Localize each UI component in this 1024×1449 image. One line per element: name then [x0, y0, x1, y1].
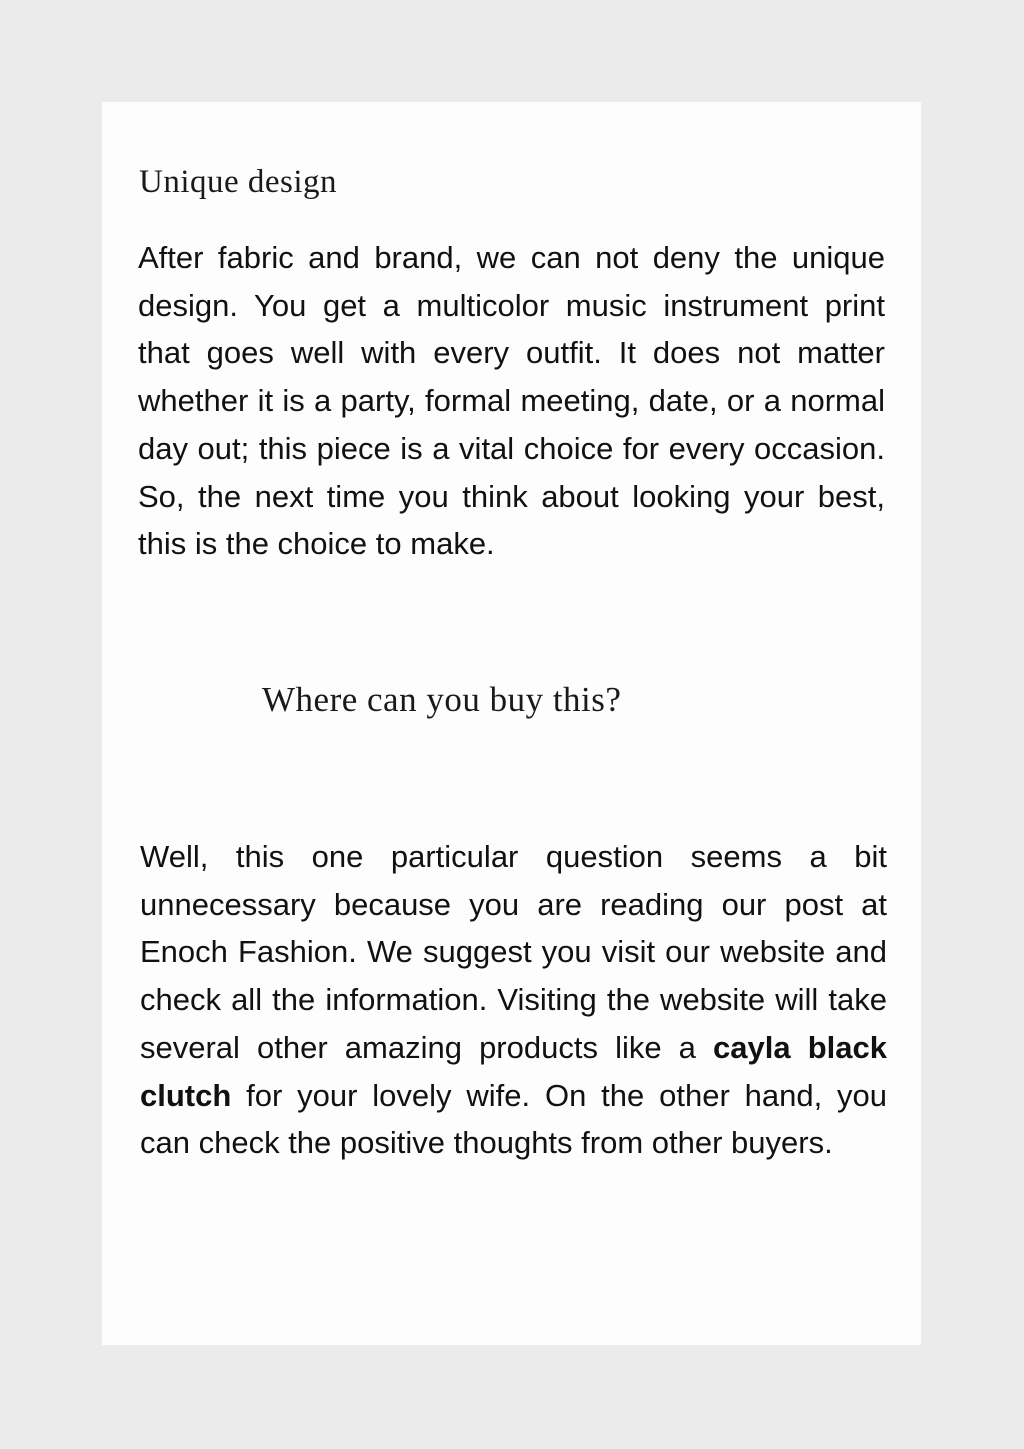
document-page [102, 102, 921, 1345]
cayla-black-clutch-link[interactable]: cayla black clutch [140, 1029, 887, 1113]
section-heading-unique-design: Unique design [139, 164, 338, 200]
body-text-after-link: for your lovely wife. On the other hand, you can check the positive thoughts from other buyers. [140, 1077, 887, 1161]
body-text-before-link: Well, this one particular question seems a bit unnecessary because you are reading our post at Enoch Fashion. We suggest you visit our website and check all the information. Visiting the website will take several other amazing products like a [140, 839, 887, 1065]
section-body-where-to-buy [140, 833, 887, 1167]
section-body-unique-design: After fabric and brand, we can not deny the unique design. You get a multicolor music instrument print that goes well with every outfit. It does not matter whether it is a party, formal meeting, date, or a normal day out; this piece is a vital choice for every occasion. So, the next time you think about looking your best, this is the choice to make. [138, 240, 885, 562]
section-heading-where-to-buy: Where can you buy this? [262, 680, 622, 719]
